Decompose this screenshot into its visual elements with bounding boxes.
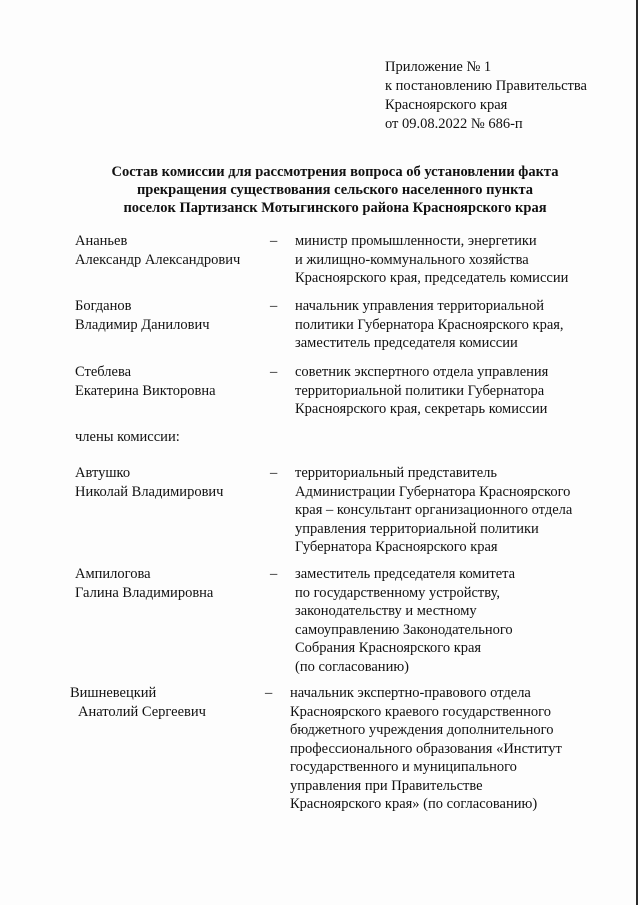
member-surname: Богданов [75, 298, 132, 314]
annex-header [385, 58, 587, 134]
member-surname: Вишневецкий [70, 685, 157, 701]
role-line: (по согласованию) [295, 658, 409, 675]
member-name [70, 684, 206, 721]
role-line: территориальный представитель [295, 465, 497, 481]
member-name [75, 565, 213, 602]
document-title [40, 163, 630, 217]
role-line: управления при Правительстве [290, 777, 483, 794]
separator-dash: – [270, 465, 278, 481]
role-line: самоуправлению Законодательного [295, 621, 513, 638]
role-line: бюджетного учреждения дополнительного [290, 722, 554, 738]
member-role [295, 297, 615, 353]
role-line: профессионального образования «Институт [290, 740, 562, 757]
member-name [75, 363, 216, 400]
member-given-name: Николай Владимирович [75, 483, 224, 500]
member-given-name: Александр Александрович [75, 251, 241, 268]
role-line: Красноярского края, председатель комиссии [295, 270, 569, 286]
member-given-name: Анатолий Сергеевич [78, 703, 206, 720]
role-line: политики Губернатора Красноярского края, [295, 316, 564, 333]
role-line: государственного и муниципального [290, 759, 517, 775]
role-line: заместитель председателя комитета [295, 566, 516, 582]
member-name [75, 297, 210, 334]
role-line: края – консультант организационного отдела [295, 502, 573, 518]
member-given-name: Екатерина Викторовна [75, 382, 216, 399]
member-surname: Ананьев [75, 233, 128, 249]
member-role [295, 363, 615, 419]
member-name [75, 464, 223, 501]
member-surname: Ампилогова [75, 566, 151, 582]
role-line: и жилищно-коммунального хозяйства [295, 251, 529, 268]
role-line: Красноярского края» (по согласованию) [290, 796, 538, 812]
member-given-name: Галина Владимировна [75, 584, 214, 601]
role-line: Красноярского края, секретарь комиссии [295, 401, 548, 417]
separator-dash: – [270, 364, 278, 380]
separator-dash: – [270, 298, 278, 314]
role-line: по государственному устройству, [295, 584, 500, 601]
member-surname: Автушко [75, 465, 131, 481]
separator-dash: – [270, 233, 278, 249]
role-line: советник экспертного отдела управления [295, 364, 549, 380]
role-line: начальник управления территориальной [295, 298, 544, 314]
role-line: Губернатора Красноярского края [295, 539, 498, 555]
annex-line-4: от 09.08.2022 № 686-п [385, 116, 523, 132]
annex-line-3: Красноярского края [385, 97, 508, 113]
title-line-3: поселок Партизанск Мотыгинского района Красноярского края [123, 200, 547, 216]
annex-line-1: Приложение № 1 [385, 59, 492, 75]
annex-line-2: к постановлению Правительства [385, 78, 587, 94]
member-role [290, 684, 610, 814]
member-role [295, 232, 615, 288]
member-role [295, 565, 615, 676]
role-line: министр промышленности, энергетики [295, 233, 537, 249]
member-given-name: Владимир Данилович [75, 316, 210, 333]
role-line: заместитель председателя комиссии [295, 335, 518, 351]
scan-edge-line [636, 0, 638, 905]
member-name [75, 232, 240, 269]
title-line-1: Состав комиссии для рассмотрения вопроса об установлении факта [111, 164, 559, 180]
role-line: управления территориальной политики [295, 520, 539, 537]
role-line: Собрания Красноярского края [295, 640, 482, 656]
member-role [295, 464, 615, 557]
member-surname: Стеблева [75, 364, 132, 380]
members-section-label: члены комиссии: [75, 429, 180, 445]
role-line: территориальной политики Губернатора [295, 382, 545, 399]
role-line: законодательству и местному [295, 603, 477, 619]
separator-dash: – [265, 685, 273, 701]
role-line: Красноярского краевого государственного [290, 703, 551, 720]
role-line: начальник экспертно-правового отдела [290, 685, 531, 701]
role-line: Администрации Губернатора Красноярского [295, 483, 571, 500]
title-line-2: прекращения существования сельского населенного пункта [136, 182, 534, 198]
separator-dash: – [270, 566, 278, 582]
